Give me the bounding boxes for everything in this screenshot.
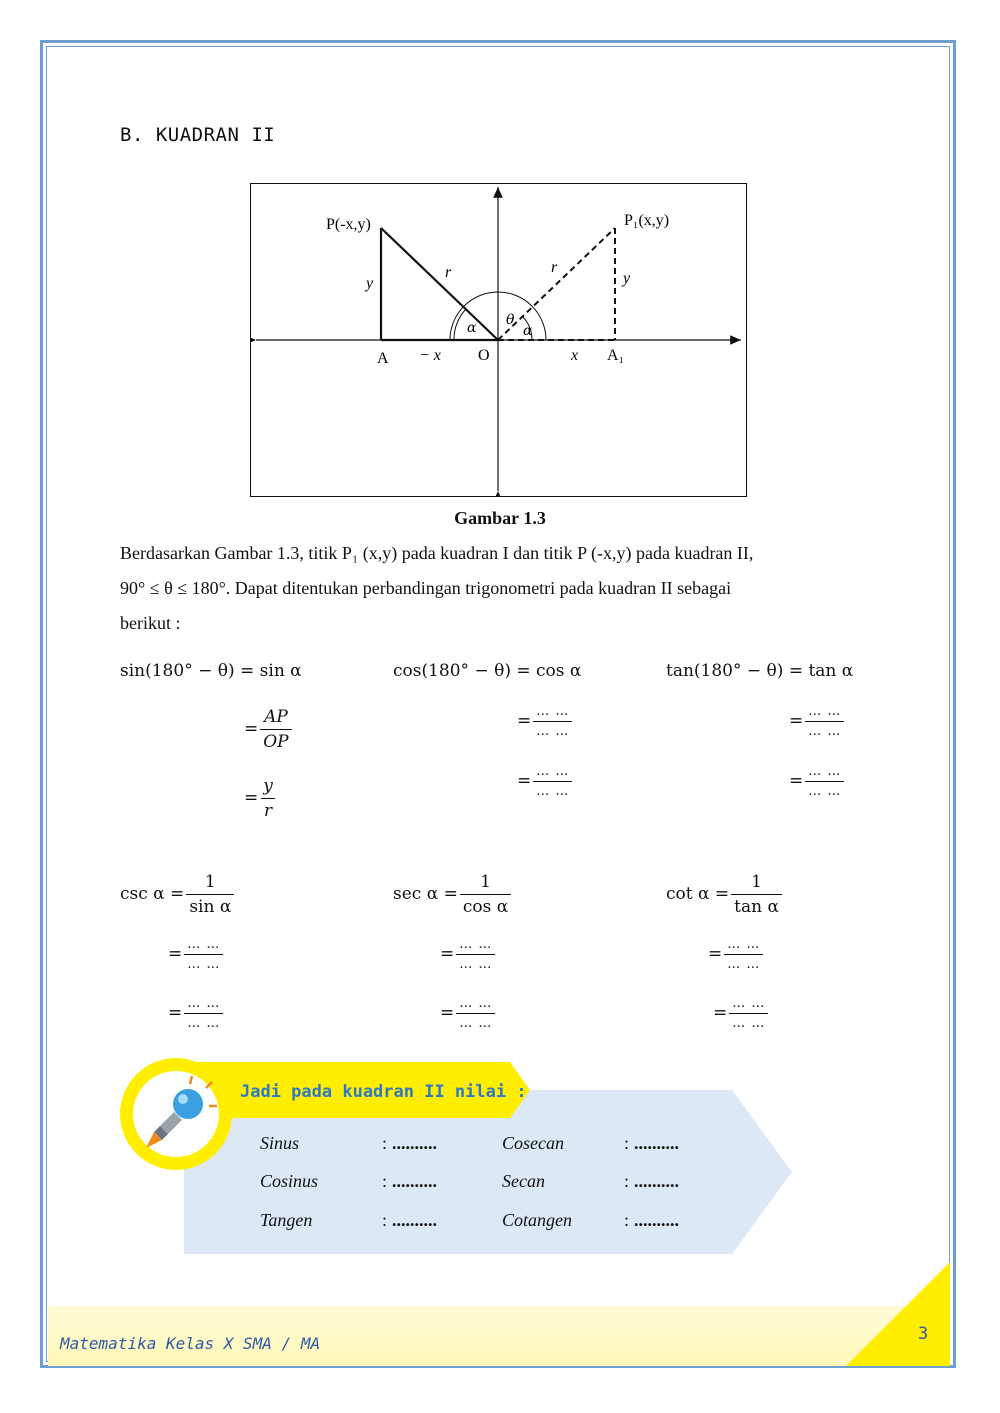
tan-blank-1[interactable]: = $\frac{\dots \dots}{\dots \dots}$: [789, 704, 846, 739]
cot-identity: cot α = $\frac{1}{\text{tan α}}$: [666, 872, 784, 917]
tan-identity: tan(180° − θ) = tan α: [666, 661, 854, 681]
summary-label-cosinus: Cosinus: [260, 1171, 319, 1191]
segment-op1: [498, 228, 615, 340]
paragraph-line-3: berikut :: [120, 613, 181, 633]
summary-tangen-blank[interactable]: ..........: [392, 1210, 437, 1230]
sin-step-2: = $\frac{y}{r}$: [244, 776, 278, 821]
label-a1: A₁: [607, 347, 625, 364]
segment-op: [381, 228, 498, 340]
summary-sinus-colon: :: [382, 1133, 388, 1153]
footer-title: Matematika Kelas X SMA / MA: [60, 1334, 321, 1353]
summary-label-cotangen: Cotangen: [502, 1210, 572, 1230]
label-alpha-left: α: [467, 320, 477, 336]
summary-cosinus-blank[interactable]: ..........: [392, 1171, 437, 1191]
label-r-right: r: [551, 259, 558, 276]
label-x: x: [571, 347, 579, 364]
footer-corner-triangle: [846, 1262, 950, 1366]
summary-label-cosecan: Cosecan: [502, 1133, 564, 1153]
summary-label-sinus: Sinus: [260, 1133, 300, 1153]
sec-blank-1[interactable]: = $\frac{\dots \dots}{\dots \dots}$: [440, 937, 497, 972]
cos-blank-1[interactable]: = $\frac{\dots \dots}{\dots \dots}$: [517, 704, 574, 739]
summary-cotangen-colon: :: [624, 1210, 630, 1230]
summary-cosinus-colon: :: [382, 1171, 388, 1191]
sin-step-1: = $\frac{AP}{OP}$: [244, 707, 294, 752]
summary-cotangen-blank[interactable]: ..........: [634, 1210, 679, 1230]
summary-secan-colon: :: [624, 1171, 630, 1191]
sin-identity: sin(180° − θ) = sin α: [120, 661, 302, 681]
label-theta: θ: [506, 312, 515, 328]
summary-label-secan: Secan: [502, 1171, 545, 1191]
paragraph-line-2: 90° ≤ θ ≤ 180°. Dapat ditentukan perbandingan trigonometri pada kuadran II sebagai: [120, 578, 732, 598]
summary-secan-blank[interactable]: ..........: [634, 1171, 679, 1191]
label-o: O: [478, 347, 490, 364]
label-r-left: r: [445, 264, 452, 281]
label-neg-x: − x: [419, 347, 441, 364]
label-p: P(-x,y): [326, 216, 371, 233]
label-y-right: y: [623, 270, 631, 287]
paragraph-line-1: Berdasarkan Gambar 1.3, titik P₁ (x,y) pada kuadran I dan titik P (-x,y) pada kuadran II,: [120, 543, 754, 563]
label-y-left: y: [366, 275, 374, 292]
cos-identity: cos(180° − θ) = cos α: [393, 661, 582, 681]
cot-blank-1[interactable]: = $\frac{\dots \dots}{\dots \dots}$: [708, 937, 765, 972]
summary-cosecan-blank[interactable]: ..........: [634, 1133, 679, 1153]
section-heading: B. KUADRAN II: [120, 124, 276, 146]
cot-blank-2[interactable]: = $\frac{\dots \dots}{\dots \dots}$: [713, 996, 770, 1031]
summary-label-tangen: Tangen: [260, 1210, 313, 1230]
page-number: 3: [918, 1324, 929, 1344]
label-alpha-right: α: [523, 323, 533, 339]
label-p1: P₁(x,y): [624, 212, 670, 229]
csc-blank-2[interactable]: = $\frac{\dots \dots}{\dots \dots}$: [168, 996, 225, 1031]
summary-title: Jadi pada kuadran II nilai :: [240, 1082, 527, 1102]
summary-cosecan-colon: :: [624, 1133, 630, 1153]
sec-identity: sec α = $\frac{1}{\text{cos α}}$: [393, 872, 513, 917]
label-a: A: [377, 350, 389, 367]
body-paragraph: [120, 536, 860, 641]
figure-caption: Gambar 1.3: [454, 508, 546, 528]
csc-blank-1[interactable]: = $\frac{\dots \dots}{\dots \dots}$: [168, 937, 225, 972]
angle-alpha-left-arc: [454, 309, 466, 340]
figure-quadrant-diagram: [250, 183, 747, 497]
cos-blank-2[interactable]: = $\frac{\dots \dots}{\dots \dots}$: [517, 764, 574, 799]
summary-sinus-blank[interactable]: ..........: [392, 1133, 437, 1153]
csc-identity: csc α = $\frac{1}{\text{sin α}}$: [120, 872, 236, 917]
summary-tangen-colon: :: [382, 1210, 388, 1230]
sec-blank-2[interactable]: = $\frac{\dots \dots}{\dots \dots}$: [440, 996, 497, 1031]
tan-blank-2[interactable]: = $\frac{\dots \dots}{\dots \dots}$: [789, 764, 846, 799]
